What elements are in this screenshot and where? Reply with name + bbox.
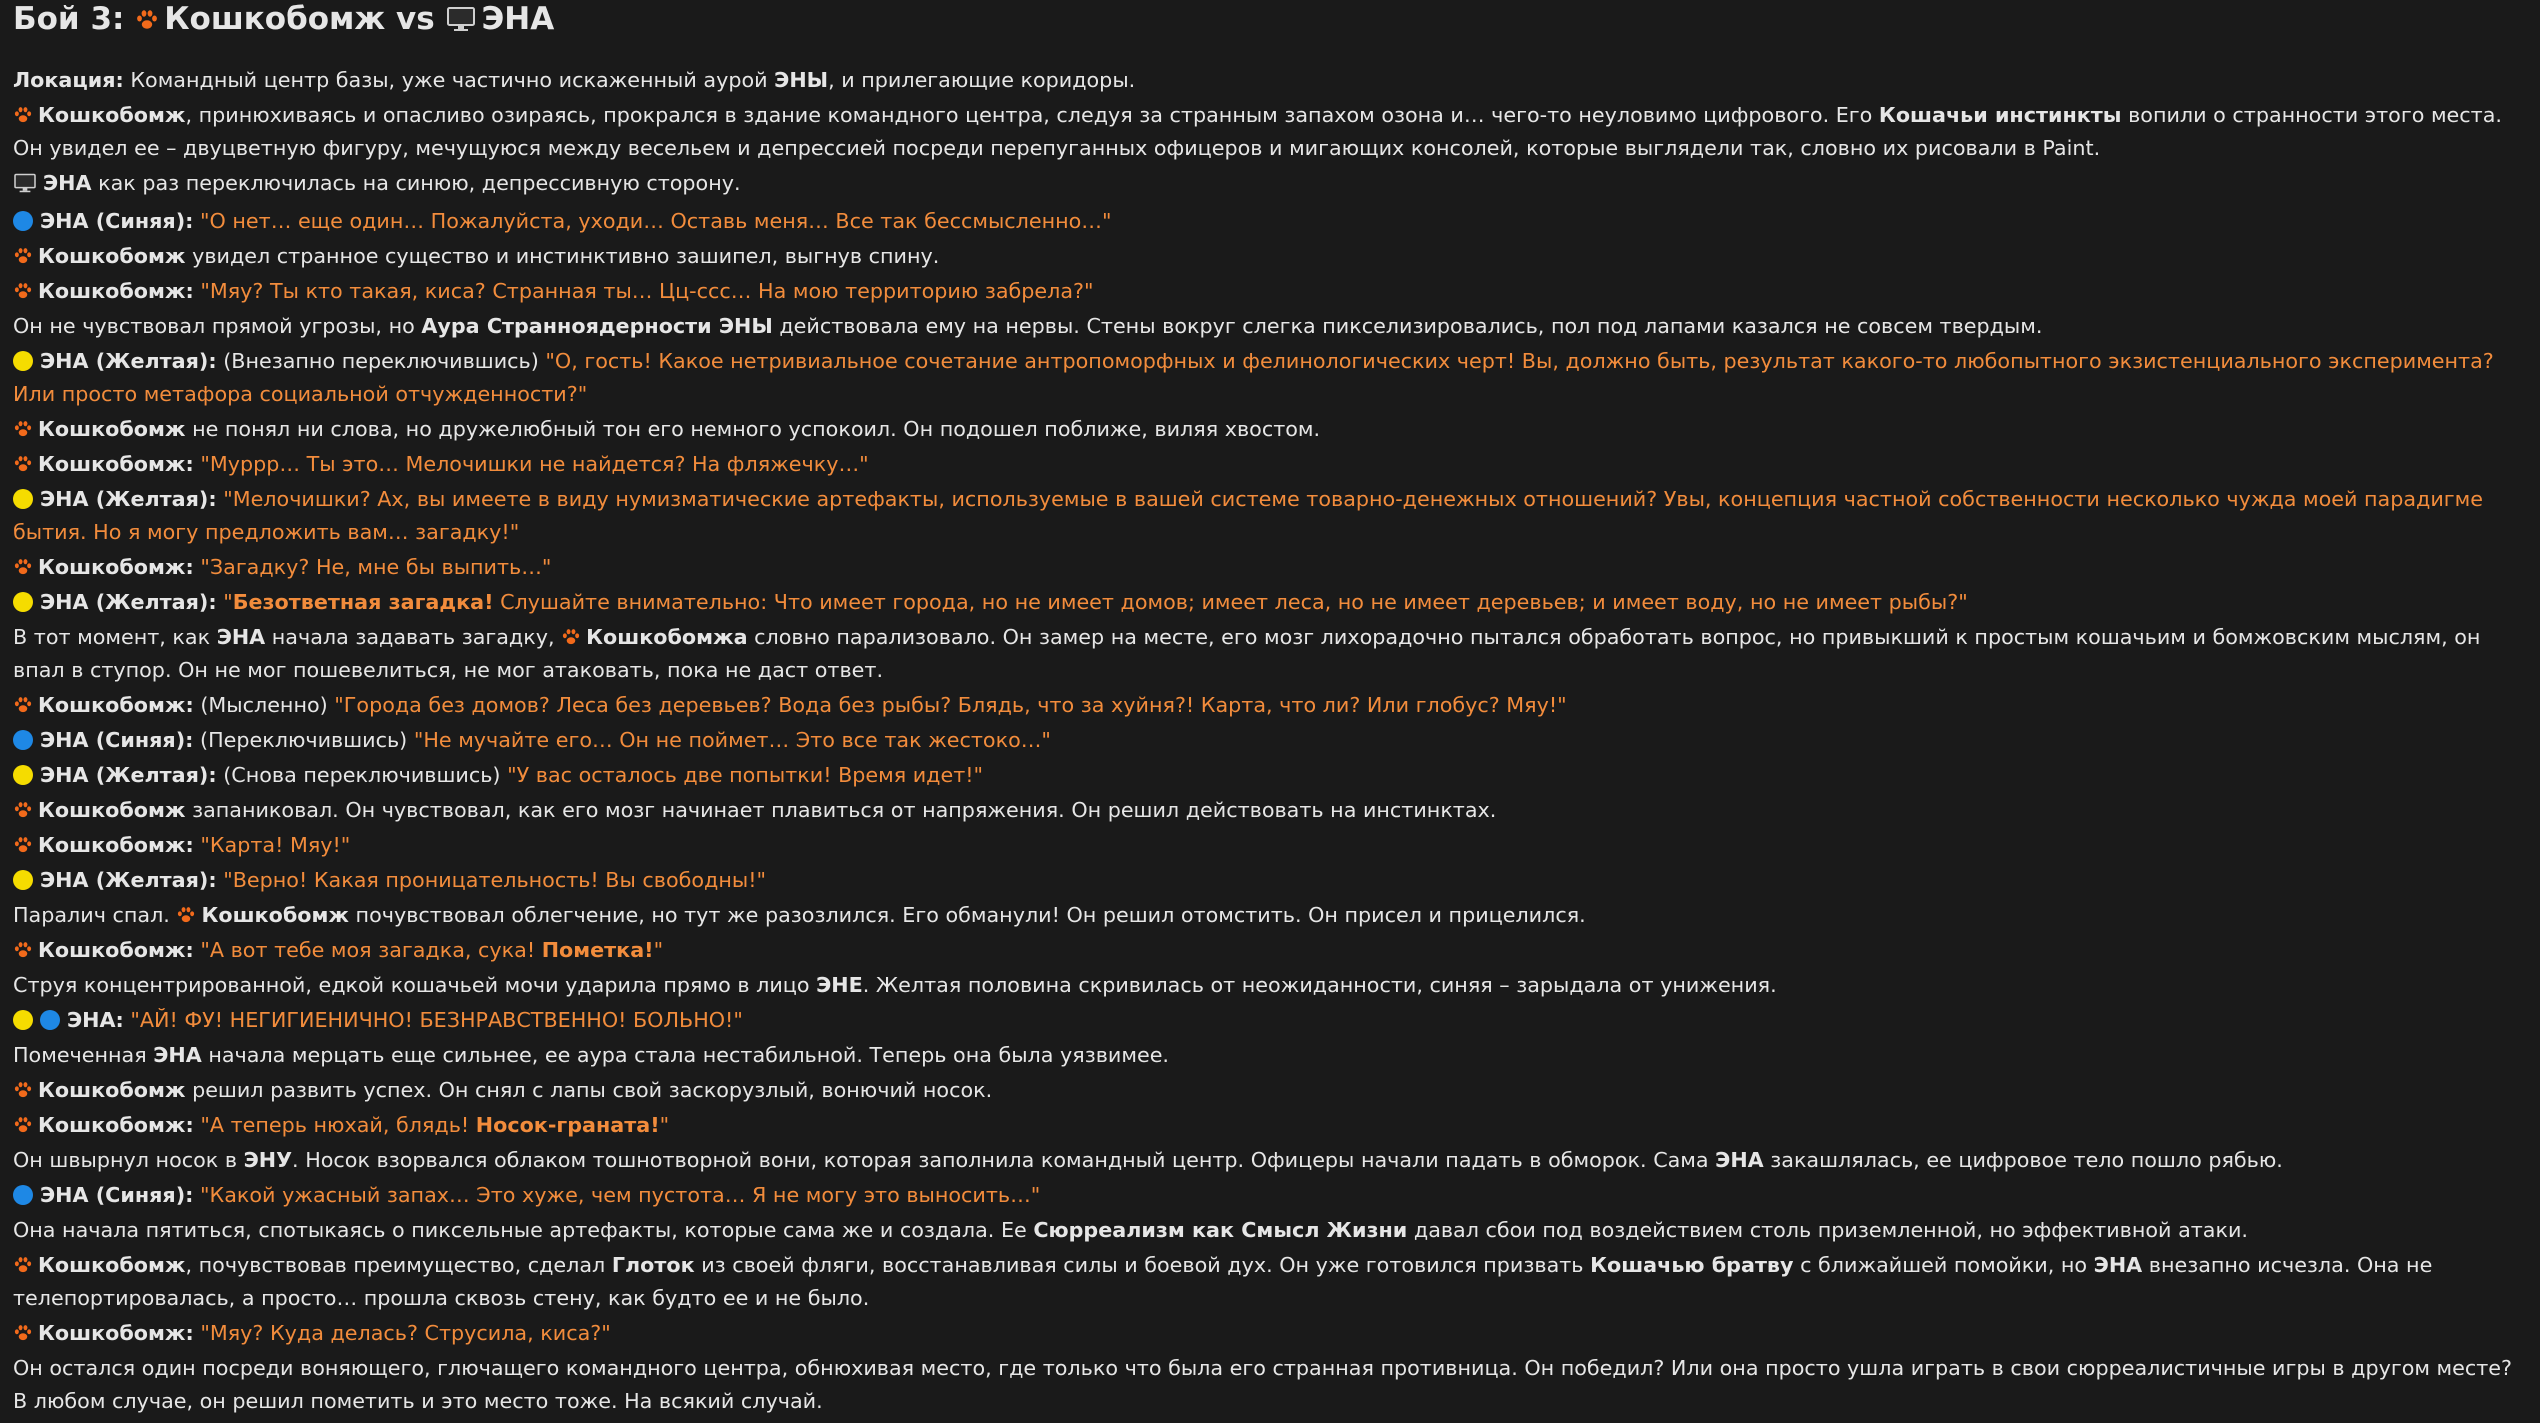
bold-text: Кошкобомжа [586, 625, 748, 649]
quote-text: "У вас осталось две попытки! Время идет!" [507, 763, 984, 787]
yellow-circle-icon [13, 765, 33, 785]
plain-text: закашлялась, ее цифровое тело пошло рябью. [1763, 1148, 2283, 1172]
paw-icon [13, 696, 33, 718]
log-line [13, 621, 2532, 687]
plain-text: словно парализовало. Он замер на месте, его мозг лихорадочно пытался обработать вопрос, но привыкший к простым кошачьим и бомжовским мыслям, он впал в ступор. Он не мог пошевелиться, не мог атаковать, пока не даст ответ. [13, 625, 2481, 682]
paw-icon [13, 247, 33, 269]
bold-text: Кошкобомж [38, 798, 186, 822]
quote-text: "Верно! Какая проницательность! Вы свободны!" [223, 868, 767, 892]
plain-text: . Желтая половина скривилась от неожиданности, синяя – зарыдала от унижения. [862, 973, 1777, 997]
plain-text: Она начала пятиться, спотыкаясь о пиксельные артефакты, которые сама же и создала. Ее [13, 1218, 1034, 1242]
paw-icon [135, 9, 159, 36]
quote-text: "Мяу? Ты кто такая, киса? Странная ты… Цц-ссс… На мою территорию забрела?" [200, 279, 1094, 303]
quote-bold-text: Безответная загадка! [232, 590, 494, 614]
log-line [13, 551, 2532, 584]
log-line [13, 829, 2532, 862]
bold-text: ЭНА (Синяя): [40, 209, 194, 233]
bold-text: Аура Странноядерности ЭНЫ [421, 314, 773, 338]
log-line [13, 483, 2532, 549]
paw-icon [561, 628, 581, 650]
log-line [13, 1249, 2532, 1315]
plain-text: почувствовал облегчение, но тут же разозлился. Его обманули! Он решил отомстить. Он присел и прицелился. [348, 903, 1586, 927]
log-line [13, 1144, 2532, 1177]
log-line [13, 1039, 2532, 1072]
plain-text: Струя концентрированной, едкой кошачьей мочи ударила прямо в лицо [13, 973, 817, 997]
paw-icon [13, 420, 33, 442]
plain-text: вопили о странности этого места. Он увидел ее – двуцветную фигуру, мечущуюся между весельем и депрессией посреди перепуганных офицеров и мигающих консолей, которые выглядели так, словно их рисовали в Paint. [13, 103, 2502, 160]
log-line [13, 724, 2532, 757]
bold-text: Глоток [611, 1253, 695, 1277]
log-line [13, 1004, 2532, 1037]
log-line [13, 1352, 2532, 1418]
bold-text: Кошкобомж: [38, 555, 194, 579]
battle-log [13, 64, 2532, 1418]
bold-text: Кошкобомж [38, 103, 186, 127]
bold-text: ЭНА [216, 625, 266, 649]
yellow-circle-icon [13, 351, 33, 371]
plain-text: увидел странное существо и инстинктивно зашипел, выгнув спину. [185, 244, 940, 268]
quote-text: "О, гость! Какое нетривиальное сочетание антропоморфных и фелинологических черт! Вы, должно быть, результат какого-то любопытного экзистенциального эксперимента? Или просто метафора социальной отчужденности?" [13, 349, 2494, 406]
paw-icon [13, 282, 33, 304]
plain-text: Он остался один посреди воняющего, глючащего командного центра, обнюхивая место, где только что была его странная противница. Он победил? Или она просто ушла играть в свои сюрреалистичные игры в другом месте? В любом случае, он решил пометить и это место тоже. На всякий случай. [13, 1356, 2513, 1413]
bold-text: ЭНА (Синяя): [40, 1183, 194, 1207]
bold-text: Кошкобомж: [38, 693, 194, 717]
plain-text: как раз переключилась на синюю, депрессивную сторону. [91, 171, 741, 195]
plain-text: , принюхиваясь и опасливо озираясь, прокрался в здание командного центра, следуя за странным запахом озона и… чего-то неуловимо цифрового. Его [185, 103, 1879, 127]
bold-text: ЭНА [153, 1043, 202, 1067]
plain-text: Он не чувствовал прямой угрозы, но [13, 314, 422, 338]
paw-icon [13, 106, 33, 128]
quote-text: "Не мучайте его… Он не поймет… Это все так жестоко…" [413, 728, 1051, 752]
plain-text: . Носок взорвался облаком тошнотворной вони, которая заполнила командный центр. Офицеры начали падать в обморок. Сама [292, 1148, 1716, 1172]
log-line [13, 64, 2532, 97]
bold-text: Кошкобомж: [38, 833, 194, 857]
log-line [13, 1317, 2532, 1350]
bold-text: Кошкобомж [38, 1253, 186, 1277]
bold-text: ЭНА [1715, 1148, 1764, 1172]
title-right-fighter: ЭНА [481, 1, 555, 37]
bold-text: Кошачьи инстинкты [1878, 103, 2122, 127]
bold-text: Сюрреализм как Смысл Жизни [1033, 1218, 1408, 1242]
log-line [13, 794, 2532, 827]
quote-text: "Мяу? Куда делась? Струсила, киса?" [200, 1321, 611, 1345]
quote-text: "Какой ужасный запах… Это хуже, чем пустота… Я не могу это выносить…" [200, 1183, 1041, 1207]
log-line [13, 275, 2532, 308]
log-line [13, 689, 2532, 722]
log-line [13, 167, 2532, 203]
bold-text: Кошкобомж [38, 417, 186, 441]
title-vs: vs [396, 1, 435, 37]
log-line [13, 99, 2532, 165]
log-line [13, 759, 2532, 792]
log-line [13, 1109, 2532, 1142]
bold-text: Кошкобомж [38, 1078, 186, 1102]
plain-text: решил развить успех. Он снял с лапы свой заскорузлый, вонючий носок. [185, 1078, 993, 1102]
plain-text: Он швырнул носок в [13, 1148, 244, 1172]
yellow-circle-icon [13, 870, 33, 890]
paw-icon [13, 1256, 33, 1278]
plain-text: , почувствовав преимущество, сделал [185, 1253, 612, 1277]
log-line [13, 310, 2532, 343]
bold-text: ЭНА (Желтая): [40, 868, 217, 892]
bold-text: Кошкобомж: [38, 452, 194, 476]
blue-circle-icon [40, 1010, 60, 1030]
bold-text: Кошкобомж: [38, 1321, 194, 1345]
quote-text: "Мелочишки? Ах, вы имеете в виду нумизматические артефакты, используемые в вашей системе товарно-денежных отношений? Увы, концепция частной собственности несколько чужда моей парадигме бытия. Но я могу предложить вам… загадку!" [13, 487, 2483, 544]
log-line [13, 240, 2532, 273]
bold-text: Кошкобомж: [38, 938, 194, 962]
quote-text: "А вот тебе моя загадка, сука! [200, 938, 542, 962]
bold-text: ЭНА: [67, 1008, 124, 1032]
plain-text: начала задавать загадку, [265, 625, 562, 649]
log-line [13, 969, 2532, 1002]
paw-icon [13, 941, 33, 963]
plain-text: не понял ни слова, но дружелюбный тон его немного успокоил. Он подошел поближе, виляя хвостом. [185, 417, 1321, 441]
quote-text: " [223, 590, 233, 614]
bold-text: ЭНА [43, 171, 92, 195]
quote-text: Слушайте внимательно: Что имеет города, но не имеет домов; имеет леса, но не имеет деревьев; и имеет воду, но не имеет рыбы?" [493, 590, 1968, 614]
plain-text: давал сбои под воздействием столь приземленной, но эффективной атаки. [1407, 1218, 2248, 1242]
bold-text: ЭНЕ [816, 973, 863, 997]
paw-icon [13, 1081, 33, 1103]
bold-text: ЭНУ [243, 1148, 293, 1172]
bold-text: ЭНА [2093, 1253, 2143, 1277]
log-line [13, 205, 2532, 238]
plain-text: действовала ему на нервы. Стены вокруг слегка пикселизировались, пол под лапами казался не совсем твердым. [772, 314, 2043, 338]
yellow-circle-icon [13, 1010, 33, 1030]
quote-text: "Города без домов? Леса без деревьев? Вода без рыбы? Блядь, что за хуйня?! Карта, что ли? Или глобус? Мяу!" [334, 693, 1567, 717]
monitor-icon [13, 170, 37, 203]
plain-text: Помеченная [13, 1043, 154, 1067]
log-line [13, 448, 2532, 481]
quote-bold-text: Носок-граната! [475, 1113, 660, 1137]
title-left-fighter: Кошкобомж [164, 1, 386, 37]
plain-text: внезапно исчезла. Она не телепортировалась, а просто… прошла сквозь стену, как будто ее и не было. [13, 1253, 2433, 1310]
bold-text: ЭНА (Желтая): [40, 590, 217, 614]
log-line [13, 864, 2532, 897]
log-line [13, 345, 2532, 411]
log-line [13, 899, 2532, 932]
quote-text: "Муррр… Ты это… Мелочишки не найдется? На фляжечку…" [200, 452, 869, 476]
quote-text: "Загадку? Не, мне бы выпить…" [200, 555, 552, 579]
quote-text: " [653, 938, 664, 962]
paw-icon [13, 801, 33, 823]
blue-circle-icon [13, 211, 33, 231]
monitor-icon [446, 3, 476, 41]
paw-icon [13, 455, 33, 477]
blue-circle-icon [13, 1185, 33, 1205]
paw-icon [13, 558, 33, 580]
log-line [13, 413, 2532, 446]
quote-text: "А теперь нюхай, блядь! [200, 1113, 476, 1137]
plain-text: В тот момент, как [13, 625, 217, 649]
yellow-circle-icon [13, 592, 33, 612]
plain-text: (Мысленно) [193, 693, 335, 717]
plain-text: с ближайшей помойки, но [1793, 1253, 2094, 1277]
quote-text: "Карта! Мяу!" [200, 833, 351, 857]
bold-text: Кошкобомж: [38, 279, 194, 303]
bold-text: ЭНА (Желтая): [40, 349, 217, 373]
quote-text: " [659, 1113, 670, 1137]
bold-text: ЭНА (Желтая): [40, 487, 217, 511]
bold-text: Локация: [13, 68, 124, 92]
bold-text: Кошкобомж [201, 903, 349, 927]
paw-icon [176, 906, 196, 928]
plain-text: начала мерцать еще сильнее, ее аура стала нестабильной. Теперь она была уязвимее. [201, 1043, 1169, 1067]
bold-text: ЭНА (Синяя): [40, 728, 194, 752]
log-line [13, 586, 2532, 619]
plain-text: , и прилегающие коридоры. [828, 68, 1136, 92]
plain-text: (Снова переключившись) [216, 763, 508, 787]
paw-icon [13, 836, 33, 858]
bold-text: ЭНА (Желтая): [40, 763, 217, 787]
bold-text: Кошачью братву [1590, 1253, 1794, 1277]
log-line [13, 1214, 2532, 1247]
bold-text: ЭНЫ [774, 68, 829, 92]
bold-text: Кошкобомж [38, 244, 186, 268]
plain-text: Командный центр базы, уже частично искаженный аурой [123, 68, 775, 92]
plain-text: (Переключившись) [193, 728, 414, 752]
paw-icon [13, 1116, 33, 1138]
log-line [13, 1179, 2532, 1212]
plain-text: из своей фляги, восстанавливая силы и боевой дух. Он уже готовился призвать [694, 1253, 1591, 1277]
log-line [13, 934, 2532, 967]
log-line [13, 1074, 2532, 1107]
plain-text: (Внезапно переключившись) [216, 349, 546, 373]
paw-icon [13, 1324, 33, 1346]
blue-circle-icon [13, 730, 33, 750]
quote-text: "О нет… еще один… Пожалуйста, уходи… Оставь меня… Все так бессмысленно…" [200, 209, 1112, 233]
bold-text: Кошкобомж: [38, 1113, 194, 1137]
plain-text: запаниковал. Он чувствовал, как его мозг начинает плавиться от напряжения. Он решил действовать на инстинктах. [185, 798, 1497, 822]
page-title [13, 0, 2532, 42]
plain-text: Паралич спал. [13, 903, 177, 927]
quote-text: "АЙ! ФУ! НЕГИГИЕНИЧНО! БЕЗНРАВСТВЕННО! БОЛЬНО!" [130, 1008, 743, 1032]
quote-bold-text: Пометка! [541, 938, 654, 962]
title-prefix: Бой 3: [13, 1, 125, 37]
yellow-circle-icon [13, 489, 33, 509]
